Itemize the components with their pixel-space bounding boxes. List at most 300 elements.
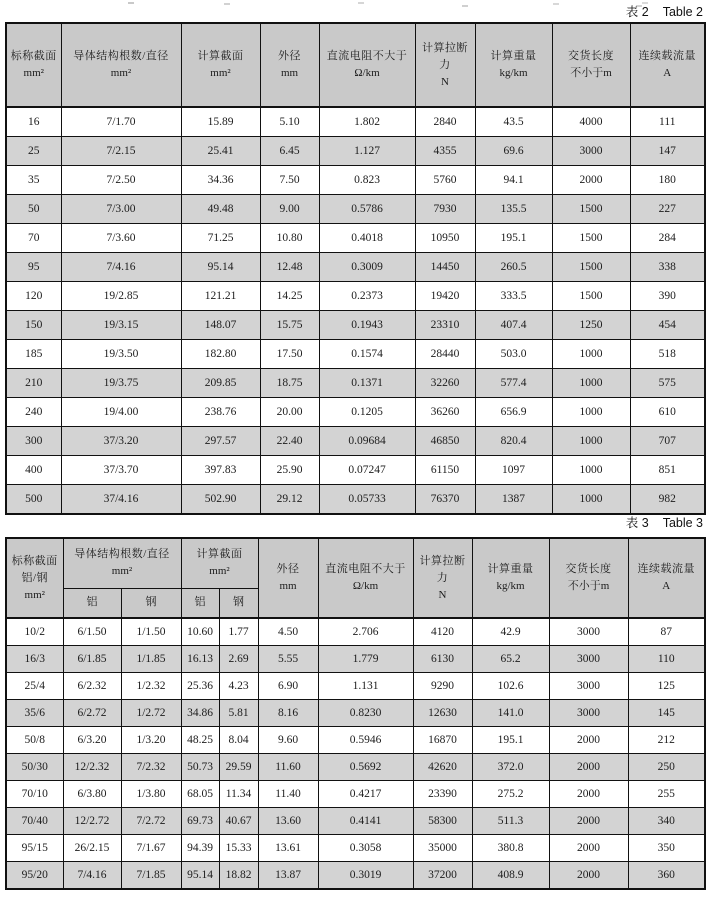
header-unit: mm xyxy=(279,580,297,592)
table-cell: 1387 xyxy=(475,485,552,515)
table-cell: 0.823 xyxy=(319,166,415,195)
table-cell: 284 xyxy=(630,224,705,253)
table-cell: 511.3 xyxy=(472,808,549,835)
table2-header xyxy=(6,23,705,107)
table2 xyxy=(5,22,706,515)
table-cell: 6.90 xyxy=(258,673,318,700)
table-cell: 28440 xyxy=(415,340,475,369)
table-cell: 70 xyxy=(6,224,61,253)
table-cell: 0.05733 xyxy=(319,485,415,515)
table-cell: 338 xyxy=(630,253,705,282)
table-cell: 372.0 xyxy=(472,754,549,781)
table-cell: 0.1205 xyxy=(319,398,415,427)
table-cell: 135.5 xyxy=(475,195,552,224)
table-cell: 145 xyxy=(628,700,705,727)
table-cell: 10.60 xyxy=(181,618,219,646)
table-cell: 23390 xyxy=(413,781,472,808)
column-group-calculated-section xyxy=(181,538,258,588)
table-cell: 7.50 xyxy=(260,166,319,195)
table-cell: 0.8230 xyxy=(318,700,413,727)
table-cell: 42620 xyxy=(413,754,472,781)
table-cell: 6/2.32 xyxy=(63,673,121,700)
table-cell: 240 xyxy=(6,398,61,427)
table-cell: 4120 xyxy=(413,618,472,646)
table-cell: 340 xyxy=(628,808,705,835)
table-cell: 7/4.16 xyxy=(61,253,181,282)
table-cell: 4000 xyxy=(552,107,630,137)
table-cell: 1/2.32 xyxy=(121,673,181,700)
table-cell: 25.90 xyxy=(260,456,319,485)
table-cell: 148.07 xyxy=(181,311,260,340)
table-row xyxy=(6,369,705,398)
header-unit: mm² xyxy=(210,67,231,79)
table-cell: 26/2.15 xyxy=(63,835,121,862)
table-cell: 94.1 xyxy=(475,166,552,195)
table-row xyxy=(6,646,705,673)
table-row xyxy=(6,224,705,253)
table-cell: 1500 xyxy=(552,195,630,224)
column-header-calculated-weight xyxy=(472,538,549,618)
column-header-outer-diameter xyxy=(260,23,319,107)
table-cell: 18.82 xyxy=(219,862,258,890)
table-cell: 16 xyxy=(6,107,61,137)
table-cell: 15.33 xyxy=(219,835,258,862)
table-cell: 40.67 xyxy=(219,808,258,835)
header-title: 标称截面 xyxy=(11,554,58,567)
table-cell: 36260 xyxy=(415,398,475,427)
table-cell: 1/3.20 xyxy=(121,727,181,754)
table-cell: 48.25 xyxy=(181,727,219,754)
column-header-continuous-ampacity xyxy=(628,538,705,618)
table-cell: 49.48 xyxy=(181,195,260,224)
table-cell: 210 xyxy=(6,369,61,398)
table-cell: 6/1.50 xyxy=(63,618,121,646)
table3-header-row-groups xyxy=(6,538,705,588)
table-cell: 16.13 xyxy=(181,646,219,673)
table-cell: 43.5 xyxy=(475,107,552,137)
table-cell: 1000 xyxy=(552,340,630,369)
header-unit: Ω/km xyxy=(352,580,379,592)
table-cell: 656.9 xyxy=(475,398,552,427)
header-title: 直流电阻不大于 xyxy=(325,563,406,575)
header-title2: 铝/钢 xyxy=(21,571,49,584)
table-cell: 982 xyxy=(630,485,705,515)
table2-header-row xyxy=(6,23,705,107)
table-row xyxy=(6,781,705,808)
header-title: 计算重量 xyxy=(487,563,534,575)
header-unit: A xyxy=(663,67,672,79)
table-cell: 2000 xyxy=(552,166,630,195)
subheader-steel: 钢 xyxy=(121,588,181,618)
column-header-nominal-section xyxy=(6,23,61,107)
table-cell: 19420 xyxy=(415,282,475,311)
table-cell: 61150 xyxy=(415,456,475,485)
table-cell: 575 xyxy=(630,369,705,398)
table-cell: 4.23 xyxy=(219,673,258,700)
table-cell: 407.4 xyxy=(475,311,552,340)
table2-caption-en: Table 2 xyxy=(662,5,703,19)
table-cell: 34.36 xyxy=(181,166,260,195)
table-cell: 13.61 xyxy=(258,835,318,862)
table-cell: 1.802 xyxy=(319,107,415,137)
table-cell: 13.60 xyxy=(258,808,318,835)
table-cell: 16/3 xyxy=(6,646,63,673)
table-cell: 10950 xyxy=(415,224,475,253)
table-cell: 87 xyxy=(628,618,705,646)
table-cell: 18.75 xyxy=(260,369,319,398)
table-cell: 1500 xyxy=(552,282,630,311)
table-cell: 95 xyxy=(6,253,61,282)
table-cell: 350 xyxy=(628,835,705,862)
table-cell: 7/4.16 xyxy=(63,862,121,890)
header-unit: Ω/km xyxy=(354,67,380,79)
table-row xyxy=(6,311,705,340)
column-header-breaking-force xyxy=(415,23,475,107)
table-cell: 3000 xyxy=(549,618,628,646)
table-cell: 19/2.85 xyxy=(61,282,181,311)
table-cell: 7/1.67 xyxy=(121,835,181,862)
table-cell: 2000 xyxy=(549,781,628,808)
table-cell: 10/2 xyxy=(6,618,63,646)
table-cell: 69.6 xyxy=(475,137,552,166)
table-cell: 76370 xyxy=(415,485,475,515)
table-row xyxy=(6,253,705,282)
table-cell: 0.3009 xyxy=(319,253,415,282)
table-row xyxy=(6,485,705,515)
table-cell: 37/3.70 xyxy=(61,456,181,485)
table-cell: 7/2.15 xyxy=(61,137,181,166)
table-cell: 19/3.15 xyxy=(61,311,181,340)
header-unit: mm² xyxy=(110,67,132,79)
table-cell: 380.8 xyxy=(472,835,549,862)
table-cell: 121.21 xyxy=(181,282,260,311)
table-row xyxy=(6,398,705,427)
table-cell: 851 xyxy=(630,456,705,485)
table-cell: 50.73 xyxy=(181,754,219,781)
table-row xyxy=(6,137,705,166)
column-header-dc-resistance xyxy=(318,538,413,618)
table-cell: 4355 xyxy=(415,137,475,166)
header-title: 外径 xyxy=(278,50,301,62)
header-unit: mm² xyxy=(111,565,133,578)
table-cell: 16870 xyxy=(413,727,472,754)
header-title: 交货长度 xyxy=(568,50,614,62)
header-title: 导体结构根数/直径 xyxy=(73,50,169,62)
table-cell: 1500 xyxy=(552,253,630,282)
table-cell: 0.1371 xyxy=(319,369,415,398)
header-title: 交货长度 xyxy=(565,563,612,575)
header-unit: N xyxy=(438,588,447,601)
header-unit: kg/km xyxy=(496,580,525,592)
table-cell: 35 xyxy=(6,166,61,195)
table-cell: 454 xyxy=(630,311,705,340)
table-cell: 1.127 xyxy=(319,137,415,166)
table-cell: 69.73 xyxy=(181,808,219,835)
table-row xyxy=(6,195,705,224)
table-cell: 1/1.85 xyxy=(121,646,181,673)
table-cell: 8.04 xyxy=(219,727,258,754)
table-cell: 6/2.72 xyxy=(63,700,121,727)
table-cell: 20.00 xyxy=(260,398,319,427)
table-row xyxy=(6,673,705,700)
table-cell: 0.1574 xyxy=(319,340,415,369)
header-title: 计算截面 xyxy=(197,50,244,62)
table-cell: 3000 xyxy=(549,646,628,673)
table-cell: 7/2.32 xyxy=(121,754,181,781)
table-cell: 12.48 xyxy=(260,253,319,282)
table-row xyxy=(6,618,705,646)
table-cell: 275.2 xyxy=(472,781,549,808)
table-cell: 9.60 xyxy=(258,727,318,754)
table-cell: 13.87 xyxy=(258,862,318,890)
table-cell: 707 xyxy=(630,427,705,456)
table-cell: 227 xyxy=(630,195,705,224)
table-cell: 19/4.00 xyxy=(61,398,181,427)
table-cell: 577.4 xyxy=(475,369,552,398)
table-cell: 110 xyxy=(628,646,705,673)
table3-body xyxy=(6,618,705,889)
table-cell: 37200 xyxy=(413,862,472,890)
table-cell: 15.89 xyxy=(181,107,260,137)
table-cell: 14.25 xyxy=(260,282,319,311)
cropped-text-remnant xyxy=(128,2,134,4)
table-row xyxy=(6,862,705,890)
header-title: 计算拉断力 xyxy=(419,554,466,584)
table-cell: 25.41 xyxy=(181,137,260,166)
table-cell: 820.4 xyxy=(475,427,552,456)
table-cell: 58300 xyxy=(413,808,472,835)
table-cell: 120 xyxy=(6,282,61,311)
header-unit: kg/km xyxy=(499,67,528,79)
table-cell: 0.4018 xyxy=(319,224,415,253)
table-cell: 7/1.70 xyxy=(61,107,181,137)
table-cell: 333.5 xyxy=(475,282,552,311)
table2-caption-zh: 表 2 xyxy=(625,5,649,19)
table-cell: 185 xyxy=(6,340,61,369)
table-cell: 1000 xyxy=(552,398,630,427)
table-cell: 0.4217 xyxy=(318,781,413,808)
table-cell: 180 xyxy=(630,166,705,195)
table-cell: 25 xyxy=(6,137,61,166)
table-cell: 6.45 xyxy=(260,137,319,166)
table-cell: 6/3.20 xyxy=(63,727,121,754)
table-cell: 1250 xyxy=(552,311,630,340)
table-row xyxy=(6,700,705,727)
table-cell: 1.77 xyxy=(219,618,258,646)
header-unit: 不小于m xyxy=(570,67,612,79)
table-cell: 37/3.20 xyxy=(61,427,181,456)
table-cell: 2000 xyxy=(549,808,628,835)
table-cell: 6/1.85 xyxy=(63,646,121,673)
table-cell: 297.57 xyxy=(181,427,260,456)
table-cell: 1.779 xyxy=(318,646,413,673)
table-cell: 11.60 xyxy=(258,754,318,781)
header-unit: 不小于m xyxy=(567,580,610,592)
header-unit: mm² xyxy=(23,67,44,79)
table-cell: 250 xyxy=(628,754,705,781)
table-cell: 502.90 xyxy=(181,485,260,515)
column-header-breaking-force xyxy=(413,538,472,618)
table-cell: 8.16 xyxy=(258,700,318,727)
table3-caption xyxy=(626,513,703,531)
column-header-nominal-section-al-steel xyxy=(6,538,63,618)
table-cell: 300 xyxy=(6,427,61,456)
table-cell: 46850 xyxy=(415,427,475,456)
table-cell: 14450 xyxy=(415,253,475,282)
table-cell: 34.86 xyxy=(181,700,219,727)
table-cell: 95/20 xyxy=(6,862,63,890)
column-header-continuous-ampacity xyxy=(630,23,705,107)
table-cell: 1/1.50 xyxy=(121,618,181,646)
table-cell: 0.07247 xyxy=(319,456,415,485)
table-cell: 1500 xyxy=(552,224,630,253)
table-cell: 68.05 xyxy=(181,781,219,808)
column-header-calculated-weight xyxy=(475,23,552,107)
table-cell: 95/15 xyxy=(6,835,63,862)
table3 xyxy=(5,537,706,890)
table-cell: 22.40 xyxy=(260,427,319,456)
table-cell: 408.9 xyxy=(472,862,549,890)
table-cell: 29.12 xyxy=(260,485,319,515)
table-cell: 71.25 xyxy=(181,224,260,253)
table-cell: 12/2.72 xyxy=(63,808,121,835)
header-title: 标称截面 xyxy=(10,50,57,62)
table-row xyxy=(6,835,705,862)
table-cell: 125 xyxy=(628,673,705,700)
column-header-outer-diameter xyxy=(258,538,318,618)
header-unit: mm xyxy=(280,67,299,79)
table-cell: 141.0 xyxy=(472,700,549,727)
table-cell: 12/2.32 xyxy=(63,754,121,781)
table-cell: 0.5692 xyxy=(318,754,413,781)
table-cell: 111 xyxy=(630,107,705,137)
header-title: 计算重量 xyxy=(490,50,537,62)
table-cell: 2840 xyxy=(415,107,475,137)
table3-header xyxy=(6,538,705,618)
table-cell: 1000 xyxy=(552,485,630,515)
table-cell: 42.9 xyxy=(472,618,549,646)
table-cell: 0.4141 xyxy=(318,808,413,835)
table3-caption-zh: 表 3 xyxy=(625,516,649,530)
table-cell: 0.1943 xyxy=(319,311,415,340)
table-cell: 260.5 xyxy=(475,253,552,282)
column-header-delivery-length xyxy=(552,23,630,107)
table2-body xyxy=(6,107,705,514)
table-cell: 0.09684 xyxy=(319,427,415,456)
table-cell: 50 xyxy=(6,195,61,224)
table-cell: 0.3058 xyxy=(318,835,413,862)
table-cell: 3000 xyxy=(549,700,628,727)
table-row xyxy=(6,754,705,781)
header-title: 计算截面 xyxy=(196,548,243,561)
table-cell: 397.83 xyxy=(181,456,260,485)
table-row xyxy=(6,808,705,835)
table-cell: 518 xyxy=(630,340,705,369)
table-cell: 9.00 xyxy=(260,195,319,224)
header-title: 导体结构根数/直径 xyxy=(74,548,170,561)
table-cell: 610 xyxy=(630,398,705,427)
table-row xyxy=(6,282,705,311)
table-cell: 1097 xyxy=(475,456,552,485)
table-cell: 19/3.50 xyxy=(61,340,181,369)
header-title: 计算拉断力 xyxy=(422,41,468,71)
column-header-dc-resistance xyxy=(319,23,415,107)
header-unit: mm² xyxy=(24,588,45,601)
table-cell: 37/4.16 xyxy=(61,485,181,515)
table-cell: 1000 xyxy=(552,427,630,456)
table-cell: 7930 xyxy=(415,195,475,224)
table-cell: 503.0 xyxy=(475,340,552,369)
table-cell: 35/6 xyxy=(6,700,63,727)
table-row xyxy=(6,456,705,485)
table-cell: 2000 xyxy=(549,835,628,862)
column-header-conductor-structure xyxy=(61,23,181,107)
table-cell: 1/3.80 xyxy=(121,781,181,808)
table-cell: 65.2 xyxy=(472,646,549,673)
table-cell: 7/2.72 xyxy=(121,808,181,835)
table-cell: 5.55 xyxy=(258,646,318,673)
table-cell: 50/8 xyxy=(6,727,63,754)
table-cell: 255 xyxy=(628,781,705,808)
header-unit: N xyxy=(441,75,449,88)
table-cell: 29.59 xyxy=(219,754,258,781)
table-cell: 0.2373 xyxy=(319,282,415,311)
header-title: 连续载流量 xyxy=(638,50,696,62)
table-cell: 0.3019 xyxy=(318,862,413,890)
subheader-steel: 钢 xyxy=(219,588,258,618)
column-group-conductor-structure xyxy=(63,538,181,588)
table-cell: 11.40 xyxy=(258,781,318,808)
table-cell: 7/3.00 xyxy=(61,195,181,224)
table-cell: 360 xyxy=(628,862,705,890)
table-cell: 2000 xyxy=(549,754,628,781)
table-cell: 3000 xyxy=(552,137,630,166)
table-cell: 1/2.72 xyxy=(121,700,181,727)
table-cell: 0.5946 xyxy=(318,727,413,754)
table-cell: 182.80 xyxy=(181,340,260,369)
table-row xyxy=(6,340,705,369)
table-cell: 6130 xyxy=(413,646,472,673)
table-cell: 12630 xyxy=(413,700,472,727)
table-cell: 7/3.60 xyxy=(61,224,181,253)
table-cell: 102.6 xyxy=(472,673,549,700)
table-cell: 5760 xyxy=(415,166,475,195)
table-cell: 1000 xyxy=(552,369,630,398)
table-cell: 209.85 xyxy=(181,369,260,398)
table-cell: 15.75 xyxy=(260,311,319,340)
table-cell: 5.81 xyxy=(219,700,258,727)
table-cell: 195.1 xyxy=(472,727,549,754)
table-cell: 2.69 xyxy=(219,646,258,673)
table-cell: 25/4 xyxy=(6,673,63,700)
table-cell: 17.50 xyxy=(260,340,319,369)
subheader-aluminum: 铝 xyxy=(181,588,219,618)
table-cell: 1000 xyxy=(552,456,630,485)
table-cell: 0.5786 xyxy=(319,195,415,224)
table-cell: 23310 xyxy=(415,311,475,340)
table-cell: 4.50 xyxy=(258,618,318,646)
table-cell: 212 xyxy=(628,727,705,754)
table-row xyxy=(6,107,705,137)
table-cell: 3000 xyxy=(549,673,628,700)
table-cell: 10.80 xyxy=(260,224,319,253)
column-header-calculated-section xyxy=(181,23,260,107)
table-cell: 2000 xyxy=(549,862,628,890)
table-cell: 32260 xyxy=(415,369,475,398)
table-cell: 150 xyxy=(6,311,61,340)
table-cell: 94.39 xyxy=(181,835,219,862)
table3-caption-en: Table 3 xyxy=(662,516,703,530)
